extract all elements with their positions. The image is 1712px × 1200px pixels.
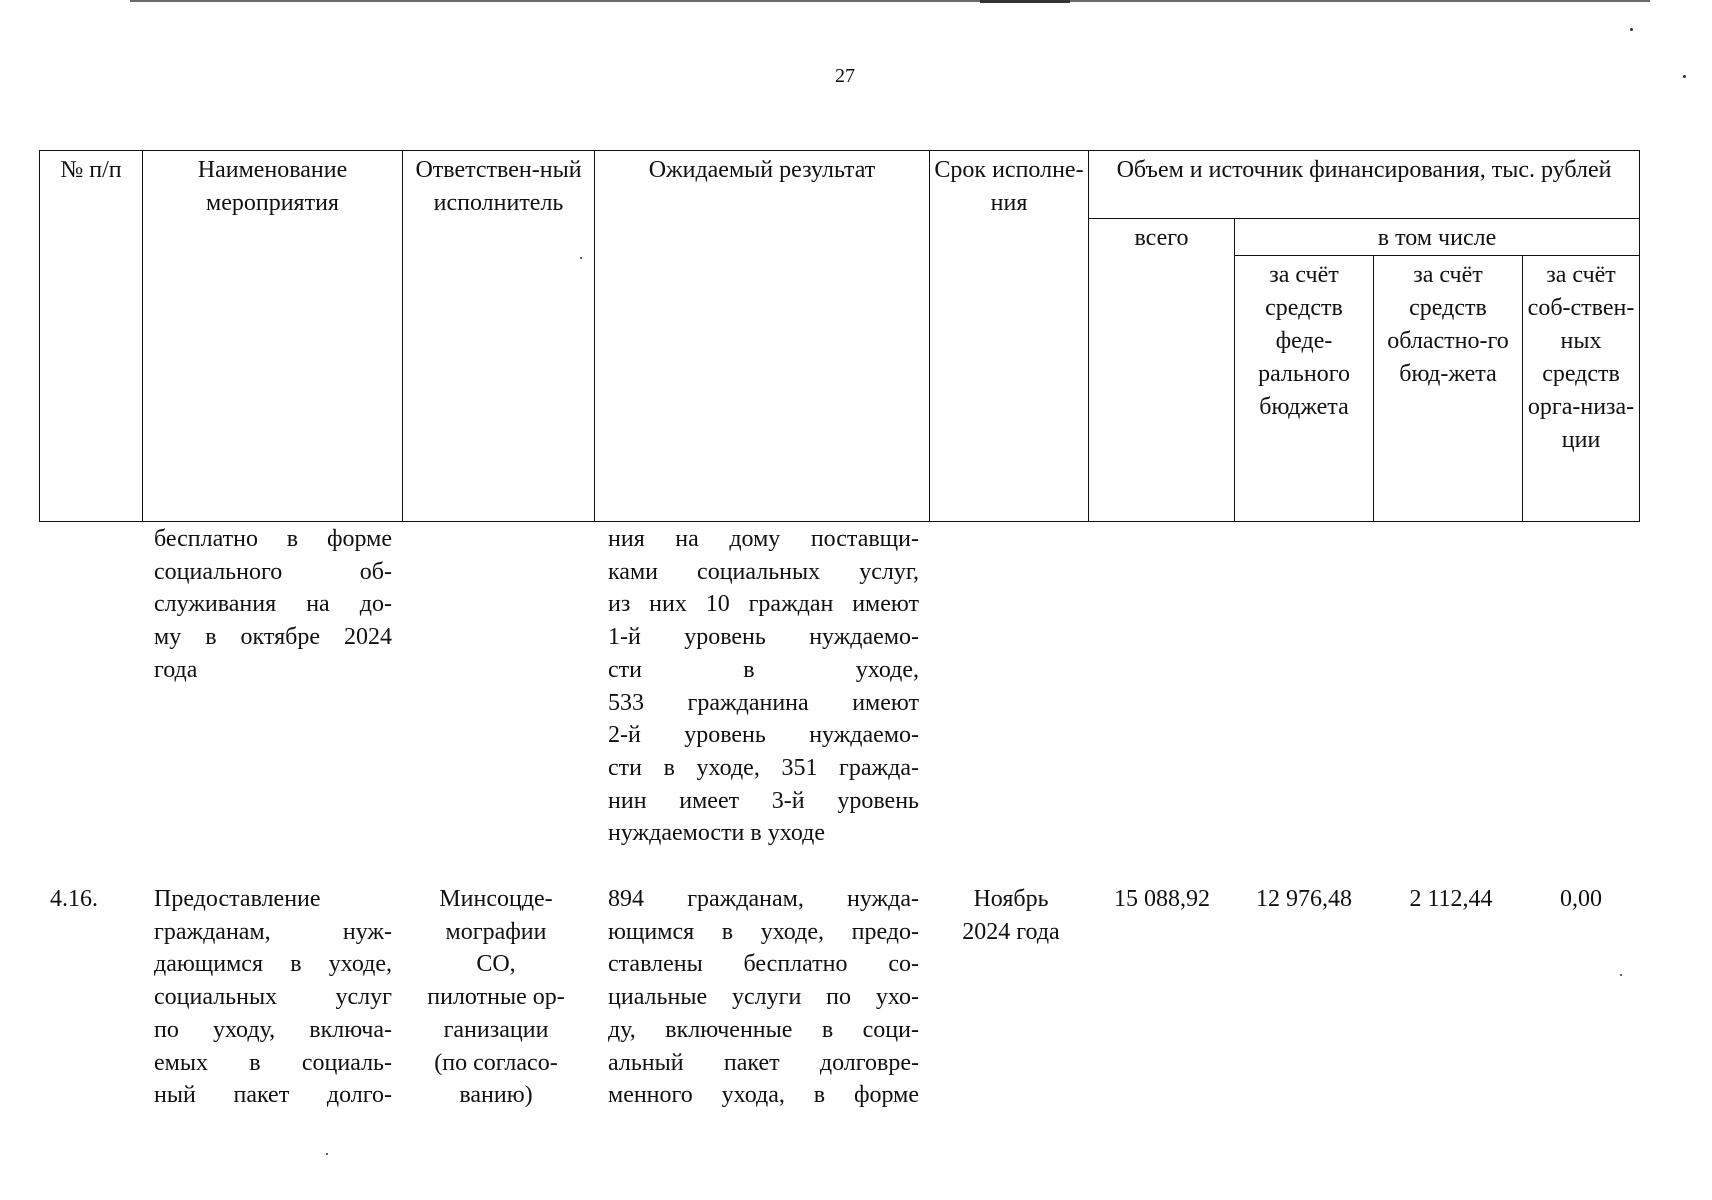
header-regional: за счёт средств областно-го бюд-жета — [1374, 256, 1523, 522]
page-number: 27 — [835, 65, 855, 87]
scan-edge-line — [130, 0, 1650, 2]
text-line: му в октябре 2024 — [154, 624, 392, 651]
row-own-value: 0,00 — [1560, 886, 1602, 912]
text-line: пилотные ор- — [427, 984, 565, 1011]
text-line: 533 гражданина имеют — [608, 689, 919, 716]
text-line: ный пакет долго- — [154, 1082, 392, 1109]
text-line: ющимся в уходе, предо- — [608, 918, 919, 945]
text-line: Минсоцде- — [439, 886, 553, 912]
text-line: 1-й уровень нуждаемо- — [608, 624, 919, 651]
text-line: СО, — [476, 951, 516, 978]
scan-speck — [326, 1153, 328, 1155]
row-deadline-cell — [936, 883, 1086, 948]
header-federal: за счёт средств феде-рального бюджета — [1235, 256, 1374, 522]
text-line: 2024 года — [962, 918, 1060, 945]
row-name-cell — [154, 883, 392, 1112]
scan-speck — [1630, 28, 1633, 31]
text-line: ния на дому поставщи- — [608, 526, 919, 552]
text-line: нуждаемости в уходе — [608, 820, 825, 847]
text-line: ставлены бесплатно со- — [608, 951, 919, 978]
row-responsible-cell — [404, 883, 588, 1112]
header-name: Наименование мероприятия — [143, 151, 403, 522]
text-line: ду, включенные в соци- — [608, 1016, 919, 1043]
header-responsible: Ответствен-ный исполнитель — [403, 151, 595, 522]
header-total: всего — [1089, 219, 1235, 522]
header-no: № п/п — [40, 151, 143, 522]
text-line: Предоставление — [154, 886, 321, 912]
text-line: ками социальных услуг, — [608, 558, 919, 585]
header-funding: Объем и источник финансирования, тыс. рублей — [1089, 151, 1640, 219]
header-own: за счёт соб-ствен-ных средств орга-низа-ции — [1523, 256, 1640, 522]
text-line: из них 10 граждан имеют — [608, 591, 919, 618]
text-line: емых в социаль- — [154, 1049, 392, 1076]
header-deadline: Срок исполне-ния — [930, 151, 1089, 522]
text-line: ванию) — [459, 1082, 533, 1109]
row-result-cell — [608, 883, 919, 1112]
text-line: Ноябрь — [973, 886, 1049, 912]
text-line: мографии — [445, 918, 547, 945]
continued-result-cell — [608, 523, 919, 850]
text-line: 2-й уровень нуждаемо- — [608, 722, 919, 749]
row-federal-value: 12 976,48 — [1256, 886, 1352, 912]
continued-name-cell — [154, 523, 392, 687]
scan-speck — [1620, 974, 1622, 976]
text-line: менного ухода, в форме — [608, 1082, 919, 1109]
header-including: в том числе — [1235, 219, 1640, 256]
text-line: (по согласо- — [434, 1049, 558, 1076]
text-line: альный пакет долговре- — [608, 1049, 919, 1076]
text-line: сти в уходе, 351 гражда- — [608, 754, 919, 781]
text-line: нин имеет 3-й уровень — [608, 787, 919, 814]
header-result: Ожидаемый результат — [595, 151, 930, 522]
row-total-value: 15 088,92 — [1114, 886, 1210, 912]
text-line: служивания на до- — [154, 591, 392, 618]
text-line: 894 гражданам, нужда- — [608, 886, 919, 912]
text-line: социальных услуг — [154, 984, 392, 1011]
row-number: 4.16. — [50, 886, 98, 912]
text-line: бесплатно в форме — [154, 526, 392, 552]
text-line: гражданам, нуж- — [154, 918, 392, 945]
text-line: социального об- — [154, 558, 392, 585]
text-line: сти в уходе, — [608, 656, 919, 683]
text-line: циальные услуги по ухо- — [608, 984, 919, 1011]
text-line: по уходу, включа- — [154, 1016, 392, 1043]
text-line: дающимся в уходе, — [154, 951, 392, 978]
row-regional-value: 2 112,44 — [1409, 886, 1493, 912]
table-header — [39, 150, 1640, 522]
text-line: ганизации — [443, 1016, 549, 1043]
scan-edge-mark — [980, 0, 1070, 3]
text-line: года — [154, 656, 198, 683]
